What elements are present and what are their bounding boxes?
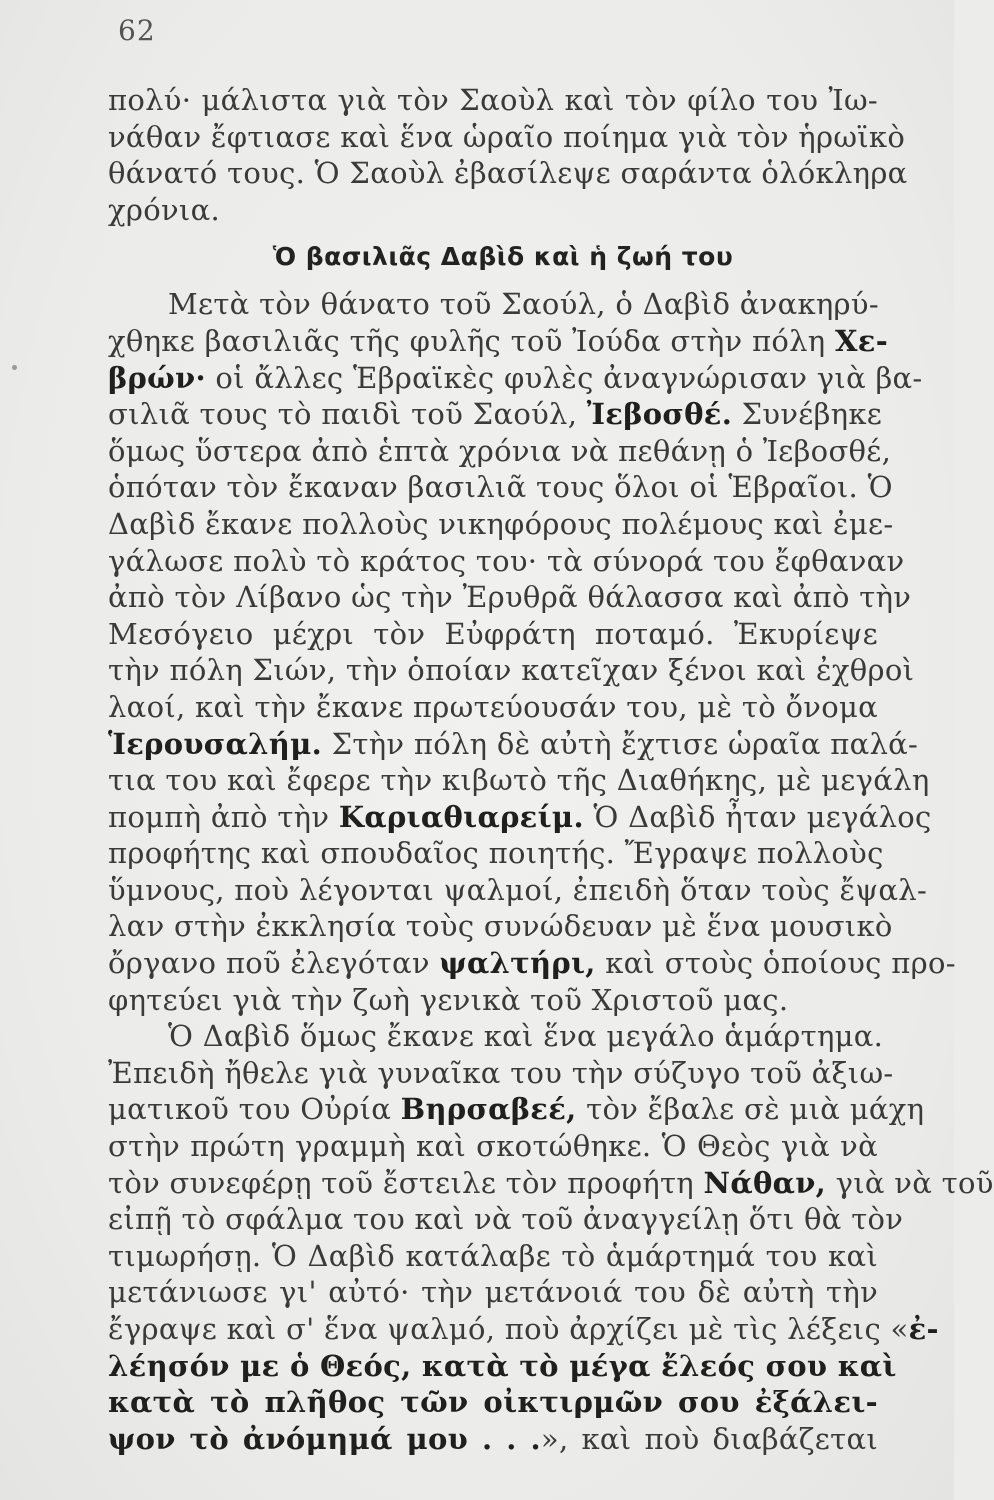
bold-term: ἐ- — [908, 1312, 939, 1346]
text-run: ματικοῦ του Οὐρία — [108, 1092, 392, 1127]
bold-term: Νάθαν, — [703, 1165, 827, 1200]
paragraph-line: εἰπῇ τὸ σφάλμα του καὶ νὰ τοῦ ἀναγγείλῃ ὅτι θὰ τὸν — [108, 1202, 904, 1237]
text-run: Ὁ Δαβὶδ ἦταν μεγάλος — [593, 799, 932, 834]
paragraph-line — [108, 360, 923, 397]
text-run: οἱ ἄλλες Ἑβραϊκὲς φυλὲς ἀναγνώρισαν γιὰ βα- — [215, 360, 923, 395]
bold-term: ψαλτήρι, — [439, 946, 596, 981]
bold-term: Καριαθιαρείμ. — [338, 799, 584, 834]
paragraph-line: πολύ· μάλιστα γιὰ τὸν Σαοὺλ καὶ τὸν φίλο του Ἰω- — [108, 83, 878, 117]
text-run: Συνέβηκε — [741, 397, 883, 432]
paragraph-line-bold: λέησόν με ὁ Θεός, κατὰ τὸ μέγα ἔλεός σου καὶ — [108, 1348, 897, 1383]
paragraph-line: Μετὰ τὸν θάνατο τοῦ Σαούλ, ὁ Δαβὶδ ἀνακηρύ- — [168, 287, 879, 322]
paragraph-line: Ὁ Δαβὶδ ὅμως ἔκανε καὶ ἕνα μεγάλο ἁμάρτημα. — [168, 1019, 884, 1054]
bold-term: Χε- — [835, 323, 889, 358]
paragraph-line: μετάνιωσε γι' αὐτό· τὴν μετάνοιά του δὲ αὐτὴ τὴν — [108, 1275, 878, 1310]
paragraph-line — [108, 1165, 994, 1202]
text-run: σιλιᾶ τους τὸ παιδὶ τοῦ Σαούλ, — [108, 397, 578, 432]
text-run: πομπὴ ἀπὸ τὴν — [108, 799, 330, 834]
paragraph-line — [108, 726, 919, 763]
paragraph-line — [108, 323, 889, 360]
paragraph-line-bold: κατὰ τὸ πλῆθος τῶν οἰκτιρμῶν σου ἐξάλει- — [108, 1385, 878, 1420]
paragraph-line: χρόνια. — [108, 192, 220, 227]
text-run: γιὰ νὰ τοῦ — [835, 1165, 994, 1200]
text-run: καὶ στοὺς ὁποίους προ- — [605, 946, 956, 981]
paragraph-line: Ἐπειδὴ ἤθελε γιὰ γυναῖκα του τὴν σύζυγο τοῦ ἀξιω- — [108, 1055, 894, 1090]
text-run: ὄργανο ποῦ ἐλεγόταν — [108, 946, 430, 981]
paragraph-line — [108, 945, 956, 982]
section-heading: Ὁ βασιλιᾶς Δαβὶδ καὶ ἡ ζωή του — [272, 242, 734, 272]
paragraph-line — [108, 1091, 925, 1128]
paragraph-line: στὴν πρώτη γραμμὴ καὶ σκοτώθηκε. Ὁ Θεὸς γιὰ νὰ — [108, 1129, 878, 1164]
bold-term: βρών· — [108, 360, 206, 395]
paragraph-line: θάνατό τους. Ὁ Σαοὺλ ἐβασίλεψε σαράντα ὁλόκληρα — [108, 156, 908, 191]
paragraph-line: τιμωρήσῃ. Ὁ Δαβὶδ κατάλαβε τὸ ἁμάρτημά του καὶ — [108, 1238, 878, 1273]
text-block — [108, 82, 994, 1457]
paragraph-line — [108, 799, 932, 836]
paragraph-line: τὴν πόλη Σιών, τὴν ὁποίαν κατεῖχαν ξένοι καὶ ἐχθροὶ — [108, 653, 915, 688]
paragraph-line: ὅμως ὕστερα ἀπὸ ἑπτὰ χρόνια νὰ πεθάνῃ ὁ Ἰεβοσθέ, — [108, 433, 892, 468]
page-number: 62 — [118, 14, 156, 47]
paragraph-line: ὁπόταν τὸν ἔκαναν βασιλιᾶ τους ὅλοι οἱ Ἑβραῖοι. Ὁ — [108, 470, 893, 505]
bold-term: ψον τὸ ἀνόμημά μου . . . — [108, 1421, 541, 1456]
bold-term: Ἰεβοσθέ. — [586, 397, 733, 432]
bold-term: Ἱερουσαλήμ. — [108, 726, 323, 761]
paragraph-line — [108, 396, 883, 433]
paragraph-line: Δαβὶδ ἔκανε πολλοὺς νικηφόρους πολέμους καὶ ἐμε- — [108, 506, 894, 541]
text-run: χθηκε βασιλιᾶς τῆς φυλῆς τοῦ Ἰούδα στὴν πόλη — [108, 323, 826, 358]
text-run: τὸν συνεφέρῃ τοῦ ἔστειλε τὸν προφήτη — [108, 1165, 694, 1200]
margin-speck — [12, 365, 17, 370]
paragraph-line: φητεύει γιὰ τὴν ζωὴ γενικὰ τοῦ Χριστοῦ μας. — [108, 982, 789, 1017]
bold-term: Βηρσαβεέ, — [400, 1092, 577, 1127]
text-run: Στὴν πόλη δὲ αὐτὴ ἔχτισε ὡραῖα παλά- — [331, 726, 919, 761]
paragraph-line: Μεσόγειο μέχρι τὸν Εὐφράτη ποταμό. Ἐκυρίεψε — [108, 616, 878, 651]
paragraph-line: γάλωσε πολὺ τὸ κράτος του· τὰ σύνορά του ἔφθαναν — [108, 543, 905, 578]
paragraph-line: ὕμνους, ποὺ λέγονται ψαλμοί, ἐπειδὴ ὅταν τοὺς ἔψαλ- — [108, 872, 928, 907]
paragraph-line: προφήτης καὶ σπουδαῖος ποιητής. Ἔγραψε πολλοὺς — [108, 836, 884, 871]
paragraph-line: τια του καὶ ἔφερε τὴν κιβωτὸ τῆς Διαθήκης, μὲ μεγάλη — [108, 763, 930, 798]
text-run: ἔγραψε καὶ σ' ἕνα ψαλμό, ποὺ ἀρχίζει μὲ τὶς λέξεις « — [108, 1312, 909, 1346]
paragraph-line: νάθαν ἔφτιασε καὶ ἕνα ὡραῖο ποίημα γιὰ τὸν ἡρωϊκὸ — [108, 119, 906, 154]
paragraph-line — [108, 1421, 878, 1458]
paragraph-line: ἀπὸ τὸν Λίβανο ὡς τὴν Ἐρυθρᾶ θάλασσα καὶ ἀπὸ τὴν — [108, 580, 912, 615]
paragraph-line: λαν στὴν ἐκκλησία τοὺς συνώδευαν μὲ ἕνα μουσικὸ — [108, 909, 893, 944]
text-run: », καὶ ποὺ διαβάζεται — [540, 1421, 878, 1456]
paragraph-line: λαοί, καὶ τὴν ἔκανε πρωτεύουσάν του, μὲ τὸ ὄνομα — [108, 689, 878, 724]
paragraph-line — [108, 1311, 939, 1348]
text-run: τὸν ἔβαλε σὲ μιὰ μάχη — [586, 1092, 925, 1127]
